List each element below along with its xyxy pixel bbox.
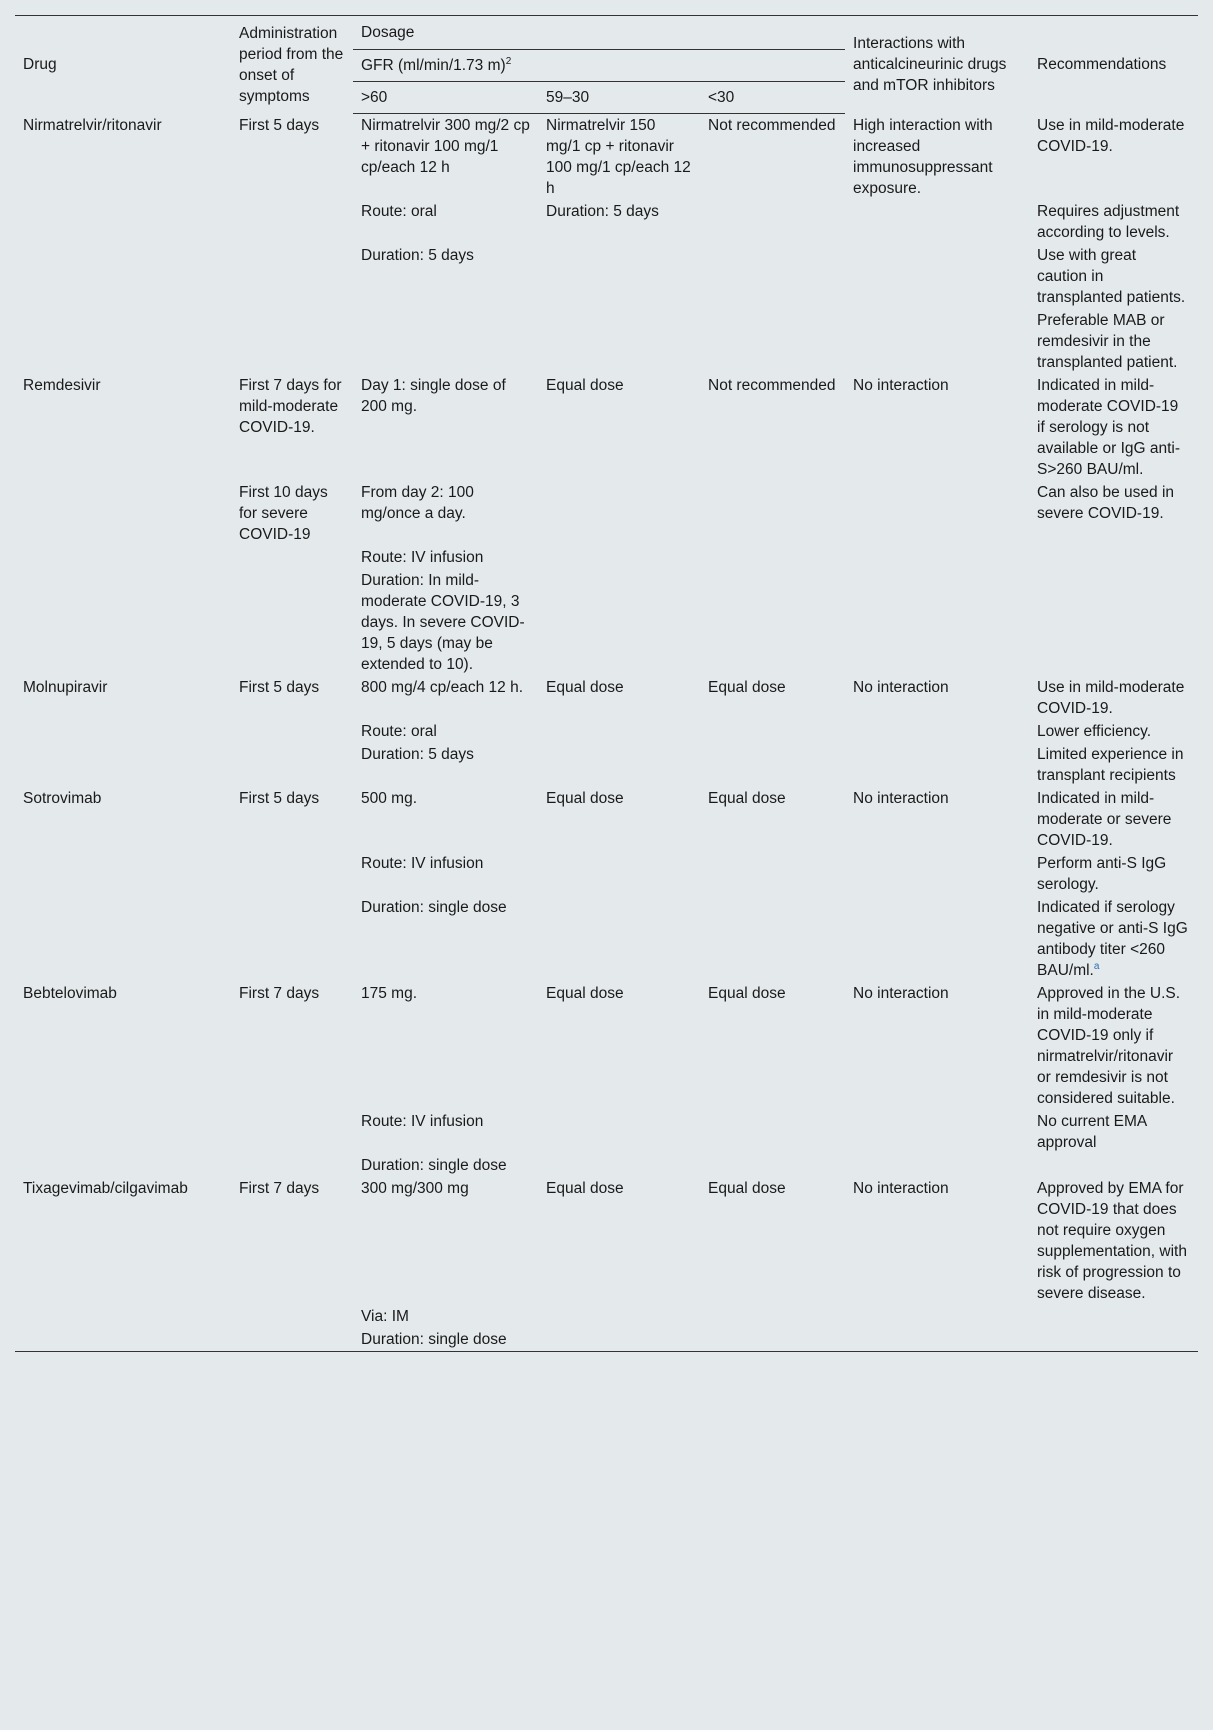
cell-recommendation — [1029, 569, 1198, 676]
table-row — [15, 720, 1198, 743]
cell-dosage-gt60-text: Duration: In mild-moderate COVID-19, 3 days. In severe COVID-19, 5 days (may be extended to 10). — [361, 572, 525, 673]
cell-dosage-gt60 — [353, 309, 538, 374]
cell-recommendation — [1029, 1328, 1198, 1352]
cell-dosage-59-30-text: Equal dose — [546, 1180, 624, 1197]
cell-dosage-gt60-text: Duration: 5 days — [361, 247, 474, 264]
cell-dosage-lt30 — [700, 1328, 845, 1352]
cell-dosage-lt30 — [700, 1154, 845, 1177]
cell-dosage-gt60 — [353, 1328, 538, 1352]
cell-dosage-gt60-text: Duration: 5 days — [361, 746, 474, 763]
cell-dosage-lt30 — [700, 309, 845, 374]
footnote-marker[interactable]: a — [1093, 960, 1100, 972]
cell-dosage-59-30-text: Equal dose — [546, 985, 624, 1002]
cell-admin-period — [231, 569, 353, 676]
cell-recommendation-text: Indicated in mild-moderate COVID-19 if serology is not available or IgG anti-S>260 BAU/ml. — [1037, 377, 1181, 478]
cell-recommendation — [1029, 720, 1198, 743]
table-row — [15, 787, 1198, 852]
cell-interactions — [845, 244, 1029, 309]
cell-admin-period-text: First 7 days for mild-moderate COVID-19. — [239, 377, 342, 436]
cell-recommendation-text: Approved by EMA for COVID-19 that does not require oxygen supplementation, with risk of progression to severe disease. — [1037, 1180, 1187, 1302]
cell-interactions — [845, 852, 1029, 896]
cell-drug — [15, 1305, 231, 1328]
cell-interactions — [845, 1177, 1029, 1305]
cell-dosage-59-30 — [538, 1154, 700, 1177]
cell-drug-text: Sotrovimab — [23, 790, 102, 807]
cell-drug — [15, 1110, 231, 1154]
cell-drug-text: Tixagevimab/cilgavimab — [23, 1180, 188, 1197]
cell-dosage-59-30 — [538, 676, 700, 720]
cell-dosage-lt30 — [700, 481, 845, 546]
cell-admin-period — [231, 1154, 353, 1177]
cell-admin-period-text: First 5 days — [239, 790, 320, 807]
header-admin-period: Administration period from the onset of symptoms — [239, 24, 344, 105]
cell-dosage-59-30 — [538, 374, 700, 481]
cell-admin-period-text: First 10 days for severe COVID-19 — [239, 484, 328, 543]
cell-admin-period — [231, 546, 353, 569]
cell-drug-text: Bebtelovimab — [23, 985, 117, 1002]
cell-dosage-gt60 — [353, 852, 538, 896]
cell-dosage-59-30-text: Equal dose — [546, 377, 624, 394]
cell-dosage-gt60 — [353, 546, 538, 569]
cell-recommendation — [1029, 743, 1198, 787]
cell-dosage-gt60-text: Duration: single dose — [361, 899, 507, 916]
cell-dosage-lt30 — [700, 244, 845, 309]
cell-recommendation — [1029, 982, 1198, 1110]
cell-admin-period — [231, 244, 353, 309]
header-gfr-gt60: >60 — [353, 82, 538, 114]
cell-recommendation — [1029, 896, 1198, 982]
cell-recommendation — [1029, 481, 1198, 546]
cell-dosage-59-30 — [538, 1177, 700, 1305]
cell-dosage-gt60-text: 175 mg. — [361, 985, 418, 1002]
header-gfr-text: GFR (ml/min/1.73 m) — [361, 57, 506, 74]
drug-dosage-table — [15, 15, 1198, 1352]
header-gfr — [353, 50, 845, 82]
cell-dosage-gt60 — [353, 896, 538, 982]
table-row — [15, 244, 1198, 309]
table-row — [15, 743, 1198, 787]
cell-dosage-gt60 — [353, 481, 538, 546]
cell-interactions — [845, 720, 1029, 743]
cell-recommendation — [1029, 114, 1198, 201]
cell-dosage-59-30 — [538, 200, 700, 244]
cell-dosage-gt60 — [353, 244, 538, 309]
cell-drug — [15, 1154, 231, 1177]
cell-drug — [15, 569, 231, 676]
cell-admin-period-text: First 5 days — [239, 679, 320, 696]
table-body — [15, 114, 1198, 1352]
cell-dosage-gt60-text: Nirmatrelvir 300 mg/2 cp + ritonavir 100 mg/1 cp/each 12 h — [361, 117, 530, 176]
cell-admin-period-text: First 7 days — [239, 1180, 320, 1197]
cell-admin-period — [231, 1110, 353, 1154]
cell-recommendation-text: Use in mild-moderate COVID-19. — [1037, 679, 1185, 717]
cell-interactions — [845, 374, 1029, 481]
cell-dosage-gt60 — [353, 200, 538, 244]
cell-dosage-lt30 — [700, 1305, 845, 1328]
cell-recommendation-text: Preferable MAB or remdesivir in the transplanted patient. — [1037, 312, 1178, 371]
cell-interactions — [845, 481, 1029, 546]
cell-dosage-gt60 — [353, 114, 538, 201]
cell-recommendation — [1029, 244, 1198, 309]
cell-recommendation-text: Lower efficiency. — [1037, 723, 1152, 740]
cell-admin-period — [231, 1328, 353, 1352]
table-row — [15, 374, 1198, 481]
cell-dosage-59-30 — [538, 244, 700, 309]
cell-drug — [15, 1328, 231, 1352]
cell-dosage-lt30 — [700, 374, 845, 481]
header-gfr-lt30: <30 — [700, 82, 845, 114]
cell-admin-period — [231, 787, 353, 852]
table-row — [15, 1177, 1198, 1305]
cell-dosage-lt30-text: Equal dose — [708, 985, 786, 1002]
cell-interactions — [845, 676, 1029, 720]
cell-dosage-lt30-text: Not recommended — [708, 117, 836, 134]
cell-dosage-59-30 — [538, 743, 700, 787]
cell-admin-period-text: First 7 days — [239, 985, 320, 1002]
cell-dosage-gt60-text: Route: IV infusion — [361, 855, 484, 872]
cell-dosage-gt60-text: Route: IV infusion — [361, 549, 484, 566]
cell-interactions — [845, 787, 1029, 852]
cell-dosage-59-30 — [538, 1110, 700, 1154]
header-gfr-sup: 2 — [505, 55, 512, 67]
cell-dosage-59-30-text: Equal dose — [546, 679, 624, 696]
cell-interactions — [845, 896, 1029, 982]
table-row — [15, 1305, 1198, 1328]
header-dosage: Dosage — [353, 16, 845, 50]
cell-dosage-lt30-text: Equal dose — [708, 790, 786, 807]
cell-dosage-lt30 — [700, 743, 845, 787]
cell-dosage-lt30 — [700, 852, 845, 896]
cell-dosage-gt60-text: Route: IV infusion — [361, 1113, 484, 1130]
cell-recommendation — [1029, 546, 1198, 569]
cell-interactions — [845, 546, 1029, 569]
cell-drug — [15, 852, 231, 896]
cell-dosage-59-30-text: Duration: 5 days — [546, 203, 659, 220]
cell-dosage-gt60 — [353, 374, 538, 481]
cell-dosage-lt30 — [700, 787, 845, 852]
cell-recommendation-text: Indicated if serology negative or anti-S IgG antibody titer <260 BAU/ml. — [1037, 899, 1188, 979]
cell-drug — [15, 114, 231, 201]
cell-dosage-gt60-text: Day 1: single dose of 200 mg. — [361, 377, 506, 415]
cell-dosage-gt60-text: 300 mg/300 mg — [361, 1180, 469, 1197]
cell-recommendation — [1029, 374, 1198, 481]
cell-drug — [15, 481, 231, 546]
cell-interactions-text: No interaction — [853, 1180, 949, 1197]
cell-drug — [15, 374, 231, 481]
cell-dosage-gt60 — [353, 1154, 538, 1177]
cell-interactions — [845, 200, 1029, 244]
cell-drug — [15, 309, 231, 374]
cell-dosage-59-30-text: Nirmatrelvir 150 mg/1 cp + ritonavir 100 mg/1 cp/each 12 h — [546, 117, 691, 197]
cell-admin-period — [231, 200, 353, 244]
cell-recommendation — [1029, 1177, 1198, 1305]
cell-dosage-59-30 — [538, 1328, 700, 1352]
cell-dosage-gt60-text: Route: oral — [361, 203, 437, 220]
cell-recommendation — [1029, 1110, 1198, 1154]
table-row — [15, 1328, 1198, 1352]
cell-drug — [15, 244, 231, 309]
header-recommendations: Recommendations — [1037, 56, 1167, 74]
cell-drug — [15, 676, 231, 720]
cell-admin-period — [231, 743, 353, 787]
header-gfr-59-30: 59–30 — [538, 82, 700, 114]
cell-drug — [15, 200, 231, 244]
cell-drug-text: Nirmatrelvir/ritonavir — [23, 116, 162, 134]
cell-dosage-gt60 — [353, 720, 538, 743]
cell-dosage-lt30 — [700, 720, 845, 743]
cell-admin-period — [231, 1305, 353, 1328]
cell-dosage-lt30 — [700, 1110, 845, 1154]
cell-interactions-text: No interaction — [853, 985, 949, 1002]
cell-drug — [15, 743, 231, 787]
cell-dosage-gt60-text: Via: IM — [361, 1308, 409, 1325]
cell-dosage-gt60 — [353, 569, 538, 676]
table-row — [15, 546, 1198, 569]
cell-drug — [15, 546, 231, 569]
cell-dosage-lt30-text: Equal dose — [708, 679, 786, 696]
cell-dosage-lt30-text: Not recommended — [708, 377, 836, 394]
cell-interactions-text: No interaction — [853, 377, 949, 394]
cell-admin-period — [231, 374, 353, 481]
table-row — [15, 200, 1198, 244]
table-header — [15, 16, 1198, 114]
cell-dosage-lt30 — [700, 1177, 845, 1305]
cell-dosage-lt30 — [700, 896, 845, 982]
cell-interactions-text: No interaction — [853, 679, 949, 696]
cell-recommendation-text: Use with great caution in transplanted patients. — [1037, 247, 1186, 306]
cell-dosage-59-30 — [538, 546, 700, 569]
cell-interactions — [845, 309, 1029, 374]
cell-dosage-lt30 — [700, 982, 845, 1110]
header-drug: Drug — [23, 56, 57, 74]
cell-drug — [15, 787, 231, 852]
cell-dosage-59-30-text: Equal dose — [546, 790, 624, 807]
cell-dosage-59-30 — [538, 114, 700, 201]
cell-dosage-lt30 — [700, 114, 845, 201]
cell-admin-period-text: First 5 days — [239, 116, 320, 134]
table-row — [15, 481, 1198, 546]
cell-dosage-gt60 — [353, 743, 538, 787]
cell-recommendation — [1029, 1305, 1198, 1328]
cell-recommendation — [1029, 676, 1198, 720]
cell-dosage-gt60-text: 800 mg/4 cp/each 12 h. — [361, 679, 524, 696]
cell-recommendation-text: Perform anti-S IgG serology. — [1037, 855, 1167, 893]
cell-dosage-59-30 — [538, 787, 700, 852]
cell-dosage-lt30 — [700, 676, 845, 720]
table-row — [15, 569, 1198, 676]
cell-dosage-gt60 — [353, 676, 538, 720]
cell-admin-period — [231, 676, 353, 720]
cell-admin-period — [231, 1177, 353, 1305]
table-row — [15, 114, 1198, 201]
cell-recommendation — [1029, 852, 1198, 896]
cell-drug — [15, 1177, 231, 1305]
cell-drug — [15, 982, 231, 1110]
cell-recommendation-text: Use in mild-moderate COVID-19. — [1037, 116, 1185, 155]
cell-dosage-gt60 — [353, 982, 538, 1110]
cell-admin-period — [231, 982, 353, 1110]
cell-drug — [15, 720, 231, 743]
cell-admin-period — [231, 852, 353, 896]
cell-dosage-59-30 — [538, 569, 700, 676]
cell-admin-period — [231, 114, 353, 201]
cell-admin-period — [231, 720, 353, 743]
cell-recommendation — [1029, 787, 1198, 852]
cell-dosage-gt60 — [353, 787, 538, 852]
table-row — [15, 676, 1198, 720]
cell-dosage-gt60 — [353, 1177, 538, 1305]
table-row — [15, 982, 1198, 1110]
cell-dosage-gt60-text: Duration: single dose — [361, 1331, 507, 1348]
cell-interactions — [845, 982, 1029, 1110]
cell-dosage-lt30-text: Equal dose — [708, 1180, 786, 1197]
cell-dosage-lt30 — [700, 569, 845, 676]
cell-recommendation-text: Approved in the U.S. in mild-moderate COVID-19 only if nirmatrelvir/ritonavir or remdesivir is not considered suitable. — [1037, 985, 1181, 1107]
cell-dosage-gt60 — [353, 1110, 538, 1154]
cell-dosage-lt30 — [700, 546, 845, 569]
cell-drug — [15, 896, 231, 982]
cell-interactions — [845, 743, 1029, 787]
cell-recommendation-text: Limited experience in transplant recipients — [1037, 746, 1184, 784]
cell-dosage-gt60-text: From day 2: 100 mg/once a day. — [361, 484, 474, 522]
cell-recommendation-text: No current EMA approval — [1037, 1113, 1147, 1151]
cell-interactions — [845, 114, 1029, 201]
cell-interactions-text: No interaction — [853, 790, 949, 807]
cell-interactions — [845, 1110, 1029, 1154]
cell-interactions — [845, 569, 1029, 676]
cell-interactions — [845, 1328, 1029, 1352]
cell-dosage-59-30 — [538, 852, 700, 896]
cell-dosage-59-30 — [538, 1305, 700, 1328]
cell-interactions — [845, 1154, 1029, 1177]
table-row — [15, 852, 1198, 896]
table-row — [15, 1154, 1198, 1177]
cell-dosage-gt60-text: 500 mg. — [361, 790, 418, 807]
cell-recommendation — [1029, 200, 1198, 244]
cell-interactions — [845, 1305, 1029, 1328]
cell-dosage-lt30 — [700, 200, 845, 244]
cell-drug-text: Remdesivir — [23, 377, 101, 394]
cell-recommendation — [1029, 309, 1198, 374]
cell-dosage-gt60 — [353, 1305, 538, 1328]
cell-drug-text: Molnupiravir — [23, 679, 108, 696]
cell-recommendation-text: Requires adjustment according to levels. — [1037, 203, 1180, 241]
table-row — [15, 896, 1198, 982]
cell-dosage-59-30 — [538, 720, 700, 743]
cell-dosage-59-30 — [538, 896, 700, 982]
cell-dosage-59-30 — [538, 309, 700, 374]
header-interactions: Interactions with anticalcineurinic drugs and mTOR inhibitors — [853, 35, 1007, 95]
table-row — [15, 1110, 1198, 1154]
cell-dosage-59-30 — [538, 982, 700, 1110]
table-row — [15, 309, 1198, 374]
cell-interactions-text: High interaction with increased immunosuppressant exposure. — [853, 116, 993, 197]
cell-recommendation-text: Indicated in mild-moderate or severe COVID-19. — [1037, 790, 1172, 849]
cell-dosage-59-30 — [538, 481, 700, 546]
cell-admin-period — [231, 896, 353, 982]
cell-dosage-gt60-text: Route: oral — [361, 723, 437, 740]
cell-admin-period — [231, 309, 353, 374]
cell-admin-period — [231, 481, 353, 546]
cell-dosage-gt60-text: Duration: single dose — [361, 1157, 507, 1174]
cell-recommendation-text: Can also be used in severe COVID-19. — [1037, 484, 1175, 522]
cell-recommendation — [1029, 1154, 1198, 1177]
